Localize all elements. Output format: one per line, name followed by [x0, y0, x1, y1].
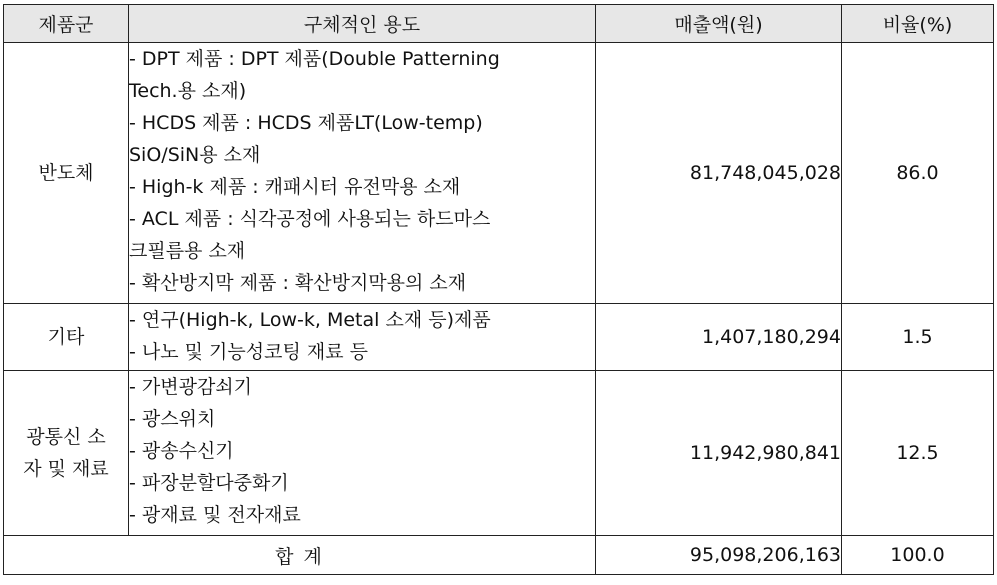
- usage-cell: [129, 304, 596, 371]
- table-row-semiconductor: [4, 43, 994, 304]
- header-usage: 구체적인 용도: [129, 5, 596, 43]
- usage-line: - DPT 제품 : DPT 제품(Double Patterning: [129, 48, 500, 70]
- category-cell: [4, 304, 129, 371]
- header-sales: 매출액(원): [596, 5, 842, 43]
- usage-cell: [129, 43, 596, 304]
- usage-line: - HCDS 제품 : HCDS 제품LT(Low-temp): [129, 112, 483, 134]
- total-ratio-cell: 100.0: [842, 536, 994, 575]
- usage-line: - 가변광감쇠기: [129, 376, 253, 398]
- header-category: 제품군: [4, 5, 129, 43]
- usage-line: Tech.용 소재): [129, 80, 247, 102]
- usage-line: - 연구(High-k, Low-k, Metal 소재 등)제품: [129, 309, 491, 331]
- header-row: [4, 5, 994, 43]
- table-row-total: [4, 536, 994, 575]
- usage-line: - High-k 제품 : 캐패시터 유전막용 소재: [129, 176, 461, 198]
- sales-cell: 11,942,980,841: [596, 371, 842, 536]
- usage-cell: [129, 371, 596, 536]
- header-ratio: 비율(%): [842, 5, 994, 43]
- category-label: 자 및 재료: [23, 458, 109, 480]
- usage-line: - 확산방지막 제품 : 확산방지막용의 소재: [129, 272, 467, 294]
- total-label: 합 계: [4, 536, 596, 575]
- sales-cell: 1,407,180,294: [596, 304, 842, 371]
- table-row-other: [4, 304, 994, 371]
- usage-line: - 광재료 및 전자재료: [129, 504, 301, 526]
- sales-cell: 81,748,045,028: [596, 43, 842, 304]
- category-label: 광통신 소: [26, 426, 106, 448]
- ratio-cell: 1.5: [842, 304, 994, 371]
- category-label: 기타: [47, 326, 85, 348]
- category-label: 반도체: [38, 162, 94, 184]
- table-row-optical: [4, 371, 994, 536]
- category-cell: [4, 43, 129, 304]
- usage-line: - 나노 및 기능성코팅 재료 등: [129, 341, 368, 363]
- total-sales-cell: 95,098,206,163: [596, 536, 842, 575]
- usage-line: - 파장분할다중화기: [129, 472, 289, 494]
- usage-line: - 광스위치: [129, 408, 216, 430]
- ratio-cell: 12.5: [842, 371, 994, 536]
- usage-line: - ACL 제품 : 식각공정에 사용되는 하드마스: [129, 208, 491, 230]
- usage-line: 크필름용 소재: [129, 240, 246, 262]
- usage-line: SiO/SiN용 소재: [129, 144, 261, 166]
- category-cell: [4, 371, 129, 536]
- ratio-cell: 86.0: [842, 43, 994, 304]
- product-sales-table: [3, 4, 994, 575]
- usage-line: - 광송수신기: [129, 440, 234, 462]
